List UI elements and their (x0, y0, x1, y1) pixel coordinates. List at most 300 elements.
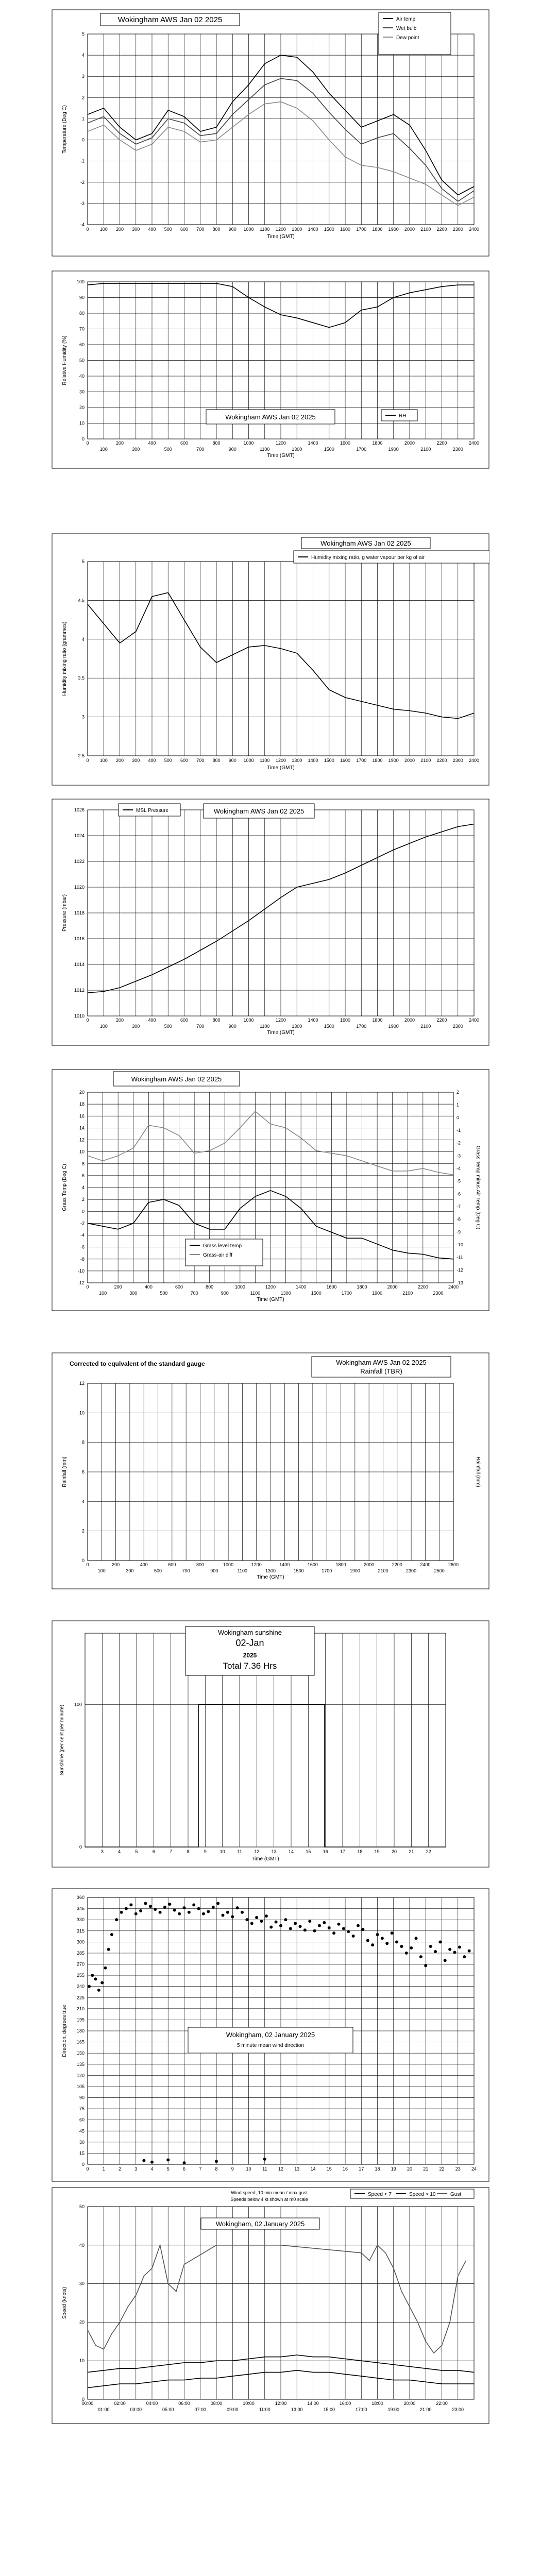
data-point (279, 1924, 282, 1927)
y-tick-label: 75 (79, 2106, 84, 2112)
x-tick-label: 1500 (293, 1568, 304, 1573)
y-right-tick-label: -12 (457, 1267, 464, 1273)
y-tick-label: 80 (79, 311, 84, 316)
x-tick-label: 23:00 (452, 2407, 464, 2412)
y-tick-label: 300 (76, 1939, 84, 1945)
data-point (222, 1914, 225, 1917)
wind-speed-chart (52, 2187, 489, 2424)
y-right-axis-label: Rainfall (mm) (475, 1456, 481, 1487)
x-tick-label: 2400 (468, 1018, 480, 1023)
y-tick-label: 1018 (74, 910, 84, 916)
y-tick-label: 4.5 (78, 598, 84, 603)
x-tick-label: 500 (164, 227, 172, 232)
y-tick-label: 30 (79, 2281, 84, 2286)
x-tick-label: 500 (164, 758, 172, 763)
x-tick-label: 2000 (364, 1562, 375, 1567)
x-tick-label: 1100 (260, 227, 270, 232)
y-tick-label: 3.5 (78, 675, 84, 681)
data-point (347, 1930, 350, 1933)
x-tick-label: 800 (196, 1562, 204, 1567)
x-tick-label: 22 (426, 1849, 431, 1854)
y-tick-label: -2 (80, 179, 84, 185)
wind-direction-chart-svg (52, 1888, 489, 2182)
x-tick-label: 05:00 (162, 2407, 174, 2412)
y-tick-label: 0 (81, 137, 84, 143)
x-tick-label: 1 (102, 2166, 105, 2172)
y-axis-label: Humidity mixing ratio (grammes) (62, 621, 67, 696)
y-tick-label: 210 (76, 2006, 84, 2011)
x-tick-label: 1800 (372, 227, 383, 232)
x-tick-label: 300 (129, 1291, 138, 1296)
rainfall-chart (52, 1352, 489, 1589)
y-tick-label: 50 (79, 358, 84, 363)
x-tick-label: 7 (170, 1849, 173, 1854)
data-point (110, 1933, 113, 1936)
y-tick-label: 70 (79, 326, 84, 332)
rainfall-chart-svg (52, 1352, 489, 1589)
x-tick-label: 1400 (308, 758, 318, 763)
x-tick-label: 200 (114, 1284, 122, 1290)
x-tick-label: 1300 (292, 447, 302, 452)
x-tick-label: 500 (164, 447, 172, 452)
x-tick-label: 1600 (340, 227, 351, 232)
legend-label: MSL Pressure (136, 808, 168, 814)
data-point (159, 1911, 162, 1914)
data-point (337, 1923, 341, 1926)
data-point (468, 1950, 471, 1953)
x-axis-label: Time (GMT) (257, 1574, 284, 1580)
x-tick-label: 1500 (324, 447, 334, 452)
y-tick-label: 195 (76, 2017, 84, 2023)
x-tick-label: 1300 (292, 1024, 302, 1029)
y-tick-label: 10 (79, 2358, 84, 2364)
x-tick-label: 1800 (372, 758, 383, 763)
x-tick-label: 06:00 (178, 2401, 190, 2406)
chart-title: Wokingham AWS Jan 02 2025 (336, 1359, 427, 1366)
x-tick-label: 2100 (420, 758, 431, 763)
x-tick-label: 9 (204, 1849, 207, 1854)
data-point (139, 1909, 142, 1912)
x-tick-label: 2200 (392, 1562, 402, 1567)
y-tick-label: -2 (80, 1221, 84, 1226)
y-tick-label: 0 (81, 1209, 84, 1214)
chart-subtitle: Rainfall (TBR) (360, 1367, 402, 1375)
data-point (150, 2161, 154, 2164)
data-point (212, 1906, 215, 1909)
x-tick-label: 2100 (378, 1568, 388, 1573)
y-tick-label: 0 (81, 2162, 84, 2167)
wind-direction-chart (52, 1888, 489, 2182)
x-tick-label: 500 (160, 1291, 168, 1296)
x-tick-label: 2200 (436, 227, 447, 232)
chart-title: Wokingham, 02 January 2025 (215, 2220, 305, 2228)
y-tick-label: 1022 (74, 859, 84, 864)
x-tick-label: 1700 (356, 227, 367, 232)
data-point (361, 1928, 364, 1931)
data-point (424, 1964, 427, 1967)
x-tick-label: 400 (148, 440, 156, 446)
y-axis-label: Relative Humidity (%) (62, 335, 67, 385)
y-right-tick-label: -10 (457, 1242, 464, 1247)
grass-temp-chart (52, 1069, 489, 1311)
x-tick-label: 2000 (387, 1284, 398, 1290)
data-point (149, 1905, 152, 1908)
y-tick-label: 315 (76, 1928, 84, 1934)
x-tick-label: 10 (246, 2166, 251, 2172)
x-tick-label: 02:00 (114, 2401, 126, 2406)
data-point (342, 1927, 345, 1930)
data-point (376, 1933, 379, 1936)
y-tick-label: 240 (76, 1984, 84, 1989)
mixing-ratio-chart-svg (52, 533, 489, 786)
y-right-tick-label: -6 (457, 1191, 461, 1197)
x-tick-label: 2600 (448, 1562, 459, 1567)
chart-title: Wokingham AWS Jan 02 2025 (131, 1075, 222, 1083)
data-point (395, 1940, 398, 1943)
header-line-1: Wind speed, 10 min mean / max gust (231, 2190, 308, 2195)
y-right-tick-label: -1 (457, 1128, 461, 1133)
y-tick-label: 10 (79, 1410, 84, 1416)
x-tick-label: 300 (132, 447, 140, 452)
pressure-chart-svg (52, 799, 489, 1046)
x-tick-label: 10:00 (243, 2401, 255, 2406)
x-tick-label: 9 (231, 2166, 234, 2172)
chart-title: Wokingham sunshine (217, 1629, 282, 1636)
chart-title: Wokingham, 02 January 2025 (226, 2031, 315, 2039)
y-tick-label: 12 (79, 1137, 84, 1143)
y-tick-label: 150 (76, 2050, 84, 2056)
temperature-chart-svg (52, 9, 489, 257)
y-right-tick-label: -11 (457, 1255, 463, 1260)
x-tick-label: 1700 (356, 447, 367, 452)
x-tick-label: 300 (132, 1024, 140, 1029)
x-tick-label: 21:00 (419, 2407, 432, 2412)
x-tick-label: 1000 (243, 1018, 254, 1023)
y-tick-label: 360 (76, 1895, 84, 1900)
x-tick-label: 900 (228, 758, 236, 763)
x-tick-label: 16 (342, 2166, 348, 2172)
y-tick-label: 4 (81, 53, 84, 58)
chart-title: Wokingham AWS Jan 02 2025 (225, 413, 316, 421)
chart-subtitle: 5 minute mean wind direction (236, 2043, 305, 2048)
y-tick-label: -6 (80, 1244, 84, 1250)
x-tick-label: 600 (180, 227, 189, 232)
x-tick-label: 1800 (357, 1284, 367, 1290)
x-tick-label: 0 (86, 1562, 89, 1567)
y-tick-label: 1010 (74, 1013, 84, 1019)
x-tick-label: 100 (99, 447, 108, 452)
data-point (129, 1903, 132, 1906)
data-point (236, 1906, 239, 1909)
data-point (332, 1931, 335, 1935)
y-tick-label: 180 (76, 2028, 84, 2033)
x-tick-label: 1500 (324, 758, 334, 763)
y-tick-label: 90 (79, 2095, 84, 2100)
x-tick-label: 1100 (260, 1024, 270, 1029)
data-point (260, 1920, 263, 1923)
y-tick-label: 0 (79, 1844, 82, 1850)
y-tick-label: 10 (79, 1149, 84, 1155)
x-tick-label: 400 (140, 1562, 148, 1567)
legend-label: Wet bulb (396, 26, 417, 31)
data-point (438, 1940, 442, 1943)
x-tick-label: 700 (196, 447, 205, 452)
x-tick-label: 700 (182, 1568, 190, 1573)
x-tick-label: 2200 (417, 1284, 428, 1290)
x-tick-label: 900 (210, 1568, 218, 1573)
x-tick-label: 200 (115, 227, 124, 232)
data-point (231, 1915, 234, 1918)
y-tick-label: 285 (76, 1950, 84, 1956)
y-tick-label: 14 (79, 1125, 84, 1131)
legend-label: Grass-air diff (203, 1252, 233, 1258)
x-tick-label: 1600 (326, 1284, 337, 1290)
x-tick-label: 15 (306, 1849, 311, 1854)
x-tick-label: 1100 (260, 447, 270, 452)
x-tick-label: 100 (99, 1024, 108, 1029)
x-tick-label: 600 (180, 758, 189, 763)
y-tick-label: 3 (81, 714, 84, 720)
y-tick-label: 16 (79, 1113, 84, 1119)
y-tick-label: 0 (81, 1558, 84, 1563)
y-tick-label: 45 (79, 2128, 84, 2134)
data-point (328, 1926, 331, 1929)
x-tick-label: 00:00 (81, 2401, 94, 2406)
data-point (226, 1911, 229, 1914)
x-tick-label: 800 (212, 1018, 221, 1023)
x-tick-label: 1500 (324, 1024, 334, 1029)
x-tick-label: 3 (134, 2166, 138, 2172)
x-tick-label: 24 (471, 2166, 477, 2172)
x-tick-label: 0 (86, 440, 89, 446)
x-tick-label: 400 (148, 227, 156, 232)
x-tick-label: 1100 (260, 758, 270, 763)
data-point (241, 1911, 244, 1914)
x-tick-label: 13 (271, 1849, 277, 1854)
data-point (299, 1925, 302, 1928)
x-tick-label: 11 (262, 2166, 267, 2172)
data-point (183, 1906, 186, 1909)
y-right-tick-label: -5 (457, 1178, 461, 1184)
x-tick-label: 2100 (420, 1024, 431, 1029)
x-tick-label: 600 (175, 1284, 183, 1290)
x-tick-label: 1100 (237, 1568, 248, 1573)
x-tick-label: 12 (254, 1849, 260, 1854)
y-right-tick-label: -7 (457, 1204, 461, 1209)
data-point (391, 1931, 394, 1935)
x-tick-label: 11 (237, 1849, 242, 1854)
x-tick-label: 800 (212, 227, 221, 232)
x-tick-label: 1500 (324, 227, 334, 232)
x-tick-label: 8 (187, 1849, 190, 1854)
data-point (134, 1912, 138, 1916)
data-point (168, 1903, 171, 1906)
x-tick-label: 1900 (388, 447, 399, 452)
y-right-tick-label: 2 (457, 1090, 460, 1095)
x-tick-label: 2000 (404, 758, 415, 763)
x-tick-label: 200 (115, 758, 124, 763)
x-tick-label: 18 (375, 2166, 380, 2172)
x-tick-label: 900 (228, 447, 236, 452)
data-point (275, 1920, 278, 1923)
x-tick-label: 800 (212, 758, 221, 763)
x-tick-label: 22:00 (436, 2401, 448, 2406)
data-point (178, 1912, 181, 1916)
x-tick-label: 15:00 (323, 2407, 335, 2412)
data-point (434, 1950, 437, 1953)
x-tick-label: 200 (112, 1562, 120, 1567)
x-tick-label: 600 (180, 440, 189, 446)
y-tick-label: 3 (81, 74, 84, 79)
y-right-tick-label: -8 (457, 1216, 461, 1222)
pressure-chart (52, 799, 489, 1046)
y-tick-label: 270 (76, 1961, 84, 1967)
y-tick-label: 18 (79, 1101, 84, 1107)
data-point (269, 1926, 273, 1929)
data-point (173, 1908, 176, 1911)
data-point (215, 2160, 218, 2163)
wind-speed-chart-svg (52, 2187, 489, 2424)
x-tick-label: 16:00 (339, 2401, 351, 2406)
y-tick-label: 2.5 (78, 753, 84, 758)
x-tick-label: 16 (323, 1849, 328, 1854)
data-point (419, 1955, 422, 1958)
x-tick-label: 03:00 (130, 2407, 142, 2412)
x-tick-label: 10 (219, 1849, 225, 1854)
x-tick-label: 04:00 (146, 2401, 158, 2406)
y-tick-label: 0 (81, 436, 84, 442)
chart-title: Wokingham AWS Jan 02 2025 (117, 15, 223, 24)
x-tick-label: 1700 (341, 1291, 352, 1296)
x-tick-label: 1200 (265, 1284, 276, 1290)
y-right-tick-label: -3 (457, 1153, 461, 1159)
x-axis-label: Time (GMT) (267, 234, 295, 240)
y-axis-label: Pressure (mbar) (62, 894, 67, 932)
x-tick-label: 17 (359, 2166, 364, 2172)
data-point (120, 1911, 123, 1914)
x-tick-label: 6 (152, 1849, 155, 1854)
x-tick-label: 1100 (250, 1291, 261, 1296)
x-tick-label: 2400 (468, 758, 480, 763)
y-tick-label: -8 (80, 1256, 84, 1262)
x-tick-label: 19:00 (387, 2407, 400, 2412)
y-right-tick-label: -4 (457, 1166, 461, 1171)
x-tick-label: 1400 (296, 1284, 307, 1290)
x-tick-label: 700 (196, 1024, 205, 1029)
data-point (115, 1918, 118, 1921)
x-tick-label: 600 (168, 1562, 176, 1567)
x-tick-label: 800 (206, 1284, 214, 1290)
x-tick-label: 23 (455, 2166, 461, 2172)
y-tick-label: 6 (81, 1469, 84, 1475)
x-tick-label: 1700 (356, 758, 367, 763)
x-tick-label: 2300 (452, 227, 463, 232)
x-tick-label: 100 (99, 227, 108, 232)
data-point (91, 1974, 94, 1977)
x-tick-label: 1900 (349, 1568, 360, 1573)
x-tick-label: 1000 (243, 440, 254, 446)
data-point (371, 1943, 374, 1946)
x-tick-label: 2400 (468, 440, 480, 446)
x-tick-label: 1300 (292, 758, 302, 763)
x-tick-label: 15 (326, 2166, 332, 2172)
sunshine-chart (52, 1620, 489, 1868)
x-tick-label: 1700 (322, 1568, 332, 1573)
x-tick-label: 1400 (308, 227, 318, 232)
y-tick-label: 2 (81, 95, 84, 100)
humidity-chart (52, 270, 489, 469)
x-tick-label: 09:00 (226, 2407, 239, 2412)
temperature-chart (52, 9, 489, 257)
x-tick-label: 18:00 (371, 2401, 383, 2406)
x-tick-label: 2300 (433, 1291, 444, 1296)
x-tick-label: 1600 (340, 758, 351, 763)
y-tick-label: 4 (81, 636, 84, 642)
data-point (308, 1920, 311, 1923)
legend-label: Grass level temp (203, 1243, 242, 1249)
y-tick-label: 1014 (74, 962, 84, 967)
x-tick-label: 900 (228, 1024, 236, 1029)
x-tick-label: 5 (135, 1849, 138, 1854)
chart-note: Corrected to equivalent of the standard gauge (70, 1360, 205, 1367)
data-point (381, 1937, 384, 1940)
x-tick-label: 1800 (335, 1562, 346, 1567)
y-tick-label: 20 (79, 1090, 84, 1095)
y-tick-label: 255 (76, 1973, 84, 1978)
y-tick-label: 30 (79, 2139, 84, 2145)
data-point (385, 1942, 388, 1945)
data-point (463, 1955, 466, 1958)
y-tick-label: 1020 (74, 885, 84, 890)
y-tick-label: -4 (80, 1232, 84, 1238)
x-tick-label: 11:00 (259, 2407, 270, 2412)
y-tick-label: 105 (76, 2083, 84, 2089)
x-tick-label: 200 (115, 440, 124, 446)
data-point (94, 1977, 97, 1980)
x-tick-label: 1400 (308, 1018, 318, 1023)
data-point (188, 1911, 191, 1914)
y-tick-label: 2 (81, 1197, 84, 1202)
y-tick-label: 15 (79, 2150, 84, 2156)
y-tick-label: 1012 (74, 988, 84, 993)
y-tick-label: 120 (76, 2073, 84, 2078)
x-tick-label: 1900 (372, 1291, 383, 1296)
x-tick-label: 19 (374, 1849, 380, 1854)
data-point (357, 1924, 360, 1927)
x-axis-label: Time (GMT) (267, 1030, 295, 1036)
data-point (166, 2158, 170, 2161)
x-tick-label: 07:00 (194, 2407, 207, 2412)
data-point (265, 1914, 268, 1918)
x-tick-label: 20 (407, 2166, 413, 2172)
y-tick-label: 60 (79, 2117, 84, 2123)
y-axis-label: Grass Temp (Deg C) (62, 1164, 67, 1211)
x-tick-label: 2000 (404, 440, 415, 446)
x-tick-label: 1900 (388, 1024, 399, 1029)
y-tick-label: 8 (81, 1439, 84, 1445)
x-tick-label: 800 (212, 440, 221, 446)
y-right-tick-label: 0 (457, 1115, 460, 1121)
x-tick-label: 100 (97, 1568, 106, 1573)
y-tick-label: 100 (76, 279, 84, 284)
x-tick-label: 5 (166, 2166, 170, 2172)
x-tick-label: 6 (182, 2166, 186, 2172)
y-tick-label: 30 (79, 389, 84, 395)
x-tick-label: 500 (164, 1024, 172, 1029)
x-axis-label: Time (GMT) (267, 765, 295, 771)
y-tick-label: 345 (76, 1906, 84, 1911)
date-label: 02-Jan (235, 1638, 264, 1648)
